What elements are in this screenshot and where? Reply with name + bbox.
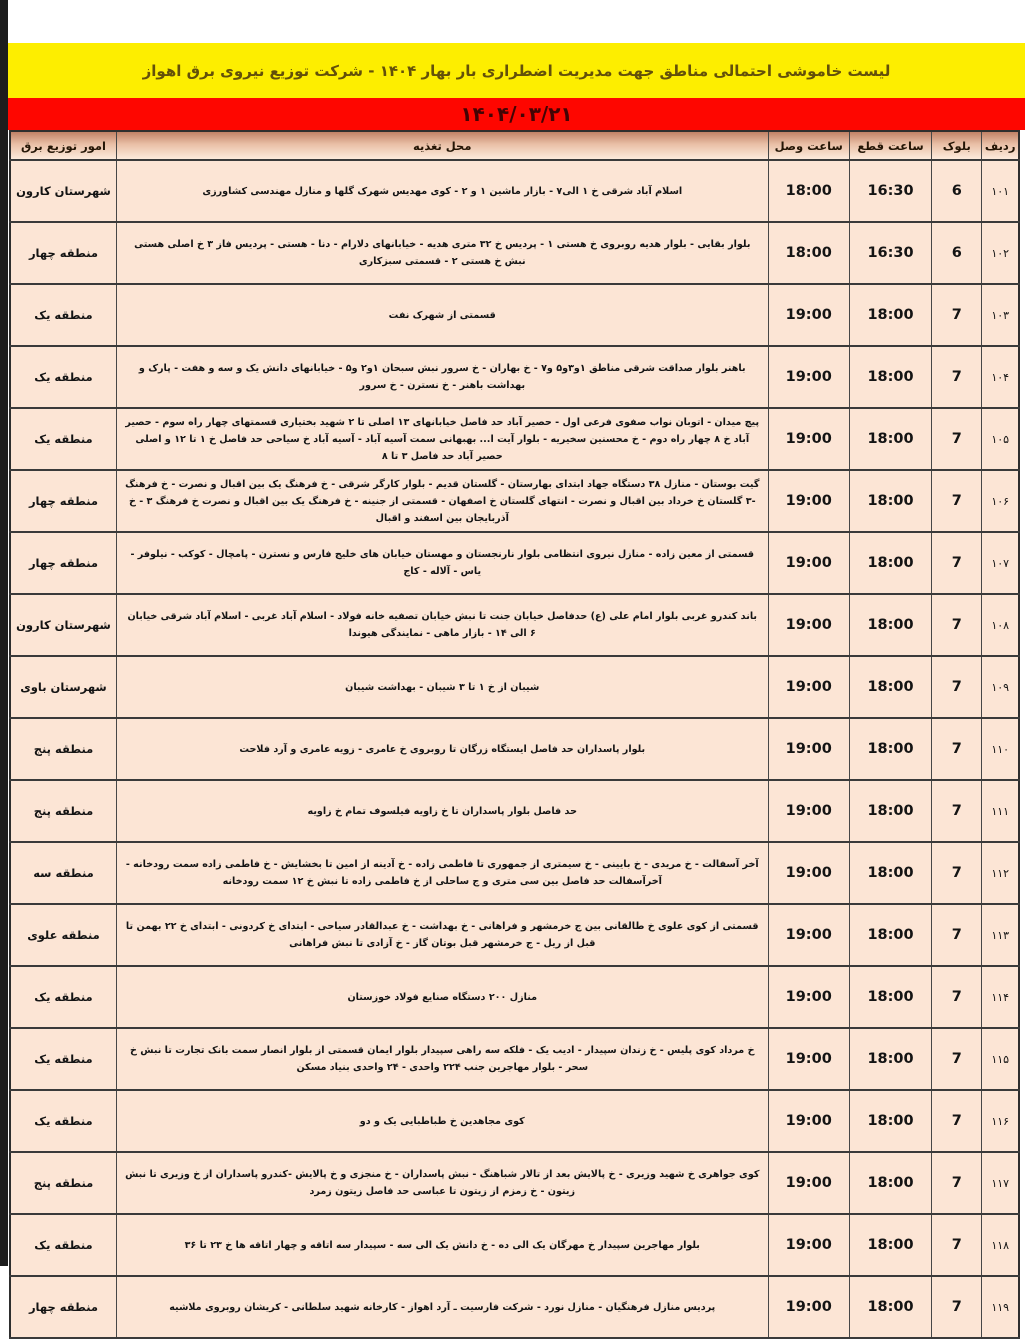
block-cell: 7 xyxy=(932,656,982,718)
cut-time-cell: 18:00 xyxy=(849,842,931,904)
cut-time-cell: 18:00 xyxy=(849,904,931,966)
feed-location-cell: باند کندرو غربی بلوار امام علی (ع) حدفاصل خیابان جنت تا نبش خیابان تصفیه خانه فولاد - اسلام آباد غربی - اسلام آباد شرقی خیابان ۶ الی ۱۴ - بازار ماهی - نمایندگی هیوندا xyxy=(116,594,768,656)
feed-location-cell: حد فاصل بلوار پاسداران تا خ زاویه فیلسوف تمام خ زاویه xyxy=(116,780,768,842)
cut-time-cell: 18:00 xyxy=(849,656,931,718)
distribution-office-cell: منطقه یک xyxy=(10,284,116,346)
table-row xyxy=(10,284,1019,346)
document-title: لیست خاموشی احتمالی مناطق جهت مدیریت اضطراری بار بهار ۱۴۰۴ - شرکت توزیع نیروی برق اهواز xyxy=(142,61,891,80)
distribution-office-cell: منطقه چهار xyxy=(10,222,116,284)
row-number-cell: ۱۰۳ xyxy=(982,284,1019,346)
cut-time-cell: 18:00 xyxy=(849,780,931,842)
feed-location-cell: قسمتی از معین زاده - منازل نیروی انتظامی بلوار نارنجستان و مهستان خیابان های خلیج فارس و نسترن - پامچال - کوکب - نیلوفر - یاس - آلاله - کاج xyxy=(116,532,768,594)
table-row xyxy=(10,966,1019,1028)
left-black-strip xyxy=(0,0,8,1266)
feed-location-cell: منازل ۲۰۰ دستگاه صنایع فولاد خوزستان xyxy=(116,966,768,1028)
cut-time-cell: 18:00 xyxy=(849,1214,931,1276)
cut-time-cell: 18:00 xyxy=(849,1152,931,1214)
block-cell: 7 xyxy=(932,718,982,780)
cut-time-cell: 18:00 xyxy=(849,1028,931,1090)
restore-time-cell: 19:00 xyxy=(768,346,849,408)
distribution-office-cell: منطقه یک xyxy=(10,1090,116,1152)
row-number-cell: ۱۰۲ xyxy=(982,222,1019,284)
block-cell: 6 xyxy=(932,222,982,284)
row-number-cell: ۱۱۹ xyxy=(982,1276,1019,1338)
header-distribution-office: امور توزیع برق xyxy=(10,131,116,160)
block-cell: 7 xyxy=(932,408,982,470)
block-cell: 7 xyxy=(932,842,982,904)
cut-time-cell: 18:00 xyxy=(849,346,931,408)
cut-time-cell: 18:00 xyxy=(849,718,931,780)
outage-schedule-table xyxy=(9,130,1020,1339)
feed-location-cell: آخر آسفالت - خ مریدی - خ بایینی - خ سیمتری از جمهوری تا فاطمی زاده - خ آدینه از امین تا بخشایش - خ فاطمی زاده سمت رودخانه - آخرآسفالت حد فاصل بین سی متری و ج ساحلی از خ فاطمی زاده تا نبش خ ۱۲ سمت رودخانه xyxy=(116,842,768,904)
block-cell: 6 xyxy=(932,160,982,222)
row-number-cell: ۱۰۷ xyxy=(982,532,1019,594)
distribution-office-cell: منطقه پنج xyxy=(10,780,116,842)
cut-time-cell: 16:30 xyxy=(849,160,931,222)
restore-time-cell: 19:00 xyxy=(768,470,849,532)
row-number-cell: ۱۰۵ xyxy=(982,408,1019,470)
row-number-cell: ۱۱۳ xyxy=(982,904,1019,966)
date-banner xyxy=(8,98,1025,130)
table-row xyxy=(10,1152,1019,1214)
row-number-cell: ۱۱۴ xyxy=(982,966,1019,1028)
row-number-cell: ۱۱۸ xyxy=(982,1214,1019,1276)
feed-location-cell: قسمتی از شهرک نفت xyxy=(116,284,768,346)
restore-time-cell: 19:00 xyxy=(768,408,849,470)
restore-time-cell: 19:00 xyxy=(768,966,849,1028)
table-row xyxy=(10,1028,1019,1090)
table-row xyxy=(10,1214,1019,1276)
table-row xyxy=(10,346,1019,408)
restore-time-cell: 19:00 xyxy=(768,842,849,904)
restore-time-cell: 19:00 xyxy=(768,1276,849,1338)
feed-location-cell: پردیس منازل فرهنگیان - منازل نورد - شرکت فارسیت ـ آرد اهواز - کارخانه شهید سلطانی - کریشان روبروی ملاشیه xyxy=(116,1276,768,1338)
table-row xyxy=(10,408,1019,470)
schedule-date: ۱۴۰۴/۰۳/۲۱ xyxy=(460,102,573,126)
block-cell: 7 xyxy=(932,966,982,1028)
cut-time-cell: 18:00 xyxy=(849,532,931,594)
block-cell: 7 xyxy=(932,904,982,966)
table-row xyxy=(10,532,1019,594)
block-cell: 7 xyxy=(932,1214,982,1276)
distribution-office-cell: شهرستان باوی xyxy=(10,656,116,718)
restore-time-cell: 19:00 xyxy=(768,1152,849,1214)
restore-time-cell: 19:00 xyxy=(768,1090,849,1152)
distribution-office-cell: منطقه سه xyxy=(10,842,116,904)
table-row xyxy=(10,222,1019,284)
distribution-office-cell: منطقه چهار xyxy=(10,532,116,594)
distribution-office-cell: منطقه چهار xyxy=(10,1276,116,1338)
outage-schedule-sheet xyxy=(8,43,1025,1339)
cut-time-cell: 16:30 xyxy=(849,222,931,284)
row-number-cell: ۱۱۶ xyxy=(982,1090,1019,1152)
table-header-row xyxy=(10,131,1019,160)
block-cell: 7 xyxy=(932,1152,982,1214)
block-cell: 7 xyxy=(932,470,982,532)
table-row xyxy=(10,1090,1019,1152)
feed-location-cell: شیبان از خ ۱ تا ۳ شیبان - بهداشت شیبان xyxy=(116,656,768,718)
distribution-office-cell: منطقه یک xyxy=(10,408,116,470)
distribution-office-cell: منطقه پنج xyxy=(10,1152,116,1214)
header-restore-time: ساعت وصل xyxy=(768,131,849,160)
cut-time-cell: 18:00 xyxy=(849,470,931,532)
block-cell: 7 xyxy=(932,532,982,594)
restore-time-cell: 19:00 xyxy=(768,656,849,718)
row-number-cell: ۱۰۸ xyxy=(982,594,1019,656)
distribution-office-cell: منطقه یک xyxy=(10,1214,116,1276)
table-row xyxy=(10,780,1019,842)
feed-location-cell: اسلام آباد شرقی خ ۱ الی۷ - بازار ماشین ۱ و ۲ - کوی مهدیس شهرک گلها و منازل مهندسی کشاورزی xyxy=(116,160,768,222)
cut-time-cell: 18:00 xyxy=(849,966,931,1028)
row-number-cell: ۱۱۵ xyxy=(982,1028,1019,1090)
restore-time-cell: 19:00 xyxy=(768,532,849,594)
feed-location-cell: کوی جواهری خ شهید وزیری - خ پالایش بعد از تالار شباهنگ - نبش پاسداران - خ منجزی و خ پالایش -کندرو پاسداران از خ وزیری تا نبش زیتون - خ زمزم از زیتون تا عباسی حد فاصل زیتون زمرد xyxy=(116,1152,768,1214)
row-number-cell: ۱۰۶ xyxy=(982,470,1019,532)
restore-time-cell: 18:00 xyxy=(768,160,849,222)
distribution-office-cell: شهرستان کارون xyxy=(10,594,116,656)
table-row xyxy=(10,1276,1019,1338)
restore-time-cell: 19:00 xyxy=(768,718,849,780)
distribution-office-cell: منطقه علوی xyxy=(10,904,116,966)
feed-location-cell: بلوار پاسداران حد فاصل ایستگاه زرگان تا روبروی خ عامری - زویه عامری و آرد فلاحت xyxy=(116,718,768,780)
distribution-office-cell: منطقه یک xyxy=(10,1028,116,1090)
table-row xyxy=(10,656,1019,718)
table-row xyxy=(10,718,1019,780)
row-number-cell: ۱۱۰ xyxy=(982,718,1019,780)
restore-time-cell: 19:00 xyxy=(768,594,849,656)
restore-time-cell: 19:00 xyxy=(768,284,849,346)
table-row xyxy=(10,842,1019,904)
table-row xyxy=(10,594,1019,656)
schedule-table-body xyxy=(10,160,1019,1338)
feed-location-cell: گیت بوستان - منازل ۳۸ دستگاه جهاد ابتدای بهارستان - گلستان قدیم - بلوار کارگر شرقی - خ فرهنگ یک بین اقبال و نصرت - خ فرهنگ -۳ گلستان خ خرداد بین اقبال و نصرت - انتهای گلستان خ اصفهان - قسمتی از جنینه - خ فرهنگ یک بین اقبال و نصرت خ فرهنگ ۳ - خ آذربایجان بین اسفند و اقبال xyxy=(116,470,768,532)
feed-location-cell: قسمتی از کوی علوی خ طالقانی بین ج خرمشهر و فراهانی - خ بهداشت - خ عبدالقادر سیاحی - ابتدای خ کردونی - ابتدای خ ۲۲ بهمن تا قبل از ریل - ج خرمشهر قبل بوتان گاز - خ آزادی تا نبش فراهانی xyxy=(116,904,768,966)
distribution-office-cell: منطقه چهار xyxy=(10,470,116,532)
restore-time-cell: 19:00 xyxy=(768,1028,849,1090)
block-cell: 7 xyxy=(932,1090,982,1152)
cut-time-cell: 18:00 xyxy=(849,594,931,656)
row-number-cell: ۱۱۱ xyxy=(982,780,1019,842)
table-row xyxy=(10,470,1019,532)
distribution-office-cell: منطقه یک xyxy=(10,966,116,1028)
block-cell: 7 xyxy=(932,594,982,656)
table-row xyxy=(10,160,1019,222)
row-number-cell: ۱۰۴ xyxy=(982,346,1019,408)
table-row xyxy=(10,904,1019,966)
distribution-office-cell: منطقه یک xyxy=(10,346,116,408)
feed-location-cell: باهنر بلوار صداقت شرقی مناطق ۱و۳و۵ و۷ - خ بهاران - خ سرور نبش سبحان ۱و۲ و۵ - خیابانهای دانش یک و سه و هفت - پارک و بهداشت باهنر - خ نسترن - خ سرور xyxy=(116,346,768,408)
header-cut-time: ساعت قطع xyxy=(849,131,931,160)
restore-time-cell: 19:00 xyxy=(768,780,849,842)
distribution-office-cell: منطقه پنج xyxy=(10,718,116,780)
block-cell: 7 xyxy=(932,346,982,408)
cut-time-cell: 18:00 xyxy=(849,284,931,346)
cut-time-cell: 18:00 xyxy=(849,1276,931,1338)
row-number-cell: ۱۰۹ xyxy=(982,656,1019,718)
restore-time-cell: 19:00 xyxy=(768,1214,849,1276)
feed-location-cell: بلوار بقایی - بلوار هدیه روبروی خ هستی ۱ - پردیس خ ۳۲ متری هدیه - خیابانهای دلارام - دنا - هستی - پردیس فاز ۳ خ اصلی هستی نبش خ هستی ۲ - قسمتی سبزکاری xyxy=(116,222,768,284)
header-row-number: ردیف xyxy=(982,131,1019,160)
row-number-cell: ۱۱۲ xyxy=(982,842,1019,904)
header-block: بلوک xyxy=(932,131,982,160)
cut-time-cell: 18:00 xyxy=(849,408,931,470)
feed-location-cell: کوی مجاهدین خ طباطبایی یک و دو xyxy=(116,1090,768,1152)
feed-location-cell: بلوار مهاجرین سپیدار خ مهرگان یک الی ده - خ دانش یک الی سه - سپیدار سه اتاقه و چهار اتاقه ها خ ۲۳ تا ۳۶ xyxy=(116,1214,768,1276)
header-feed-location: محل تغذیه xyxy=(116,131,768,160)
block-cell: 7 xyxy=(932,284,982,346)
block-cell: 7 xyxy=(932,1028,982,1090)
feed-location-cell: پیچ میدان - اتوبان نواب صفوی فرعی اول - حصیر آباد حد فاصل خیابانهای ۱۳ اصلی تا ۲ شهید بختیاری قسمتهای چهار راه سوم - حصیر آباد خ ۸ چهار راه دوم - خ محسنین سخیریه - بلوار آیت ا... بهبهانی سمت آسیه آباد - آسیه آباد خ سیاحی حد فاصل خ ۱ تا ۱۲ و اصلی حصیر آباد حد فاصل ۳ تا ۸ xyxy=(116,408,768,470)
row-number-cell: ۱۰۱ xyxy=(982,160,1019,222)
feed-location-cell: خ مرداد کوی پلیس - خ زندان سپیدار - ادیب یک - فلکه سه راهی سپیدار بلوار ایمان قسمتی از بلوار انصار سمت بانک تجارت تا نبش خ سحر - بلوار مهاجرین جنب ۲۲۴ واحدی - ۲۴ واحدی بنیاد مسکن xyxy=(116,1028,768,1090)
document-title-banner xyxy=(8,43,1025,98)
block-cell: 7 xyxy=(932,1276,982,1338)
row-number-cell: ۱۱۷ xyxy=(982,1152,1019,1214)
cut-time-cell: 18:00 xyxy=(849,1090,931,1152)
block-cell: 7 xyxy=(932,780,982,842)
restore-time-cell: 19:00 xyxy=(768,904,849,966)
restore-time-cell: 18:00 xyxy=(768,222,849,284)
distribution-office-cell: شهرستان کارون xyxy=(10,160,116,222)
